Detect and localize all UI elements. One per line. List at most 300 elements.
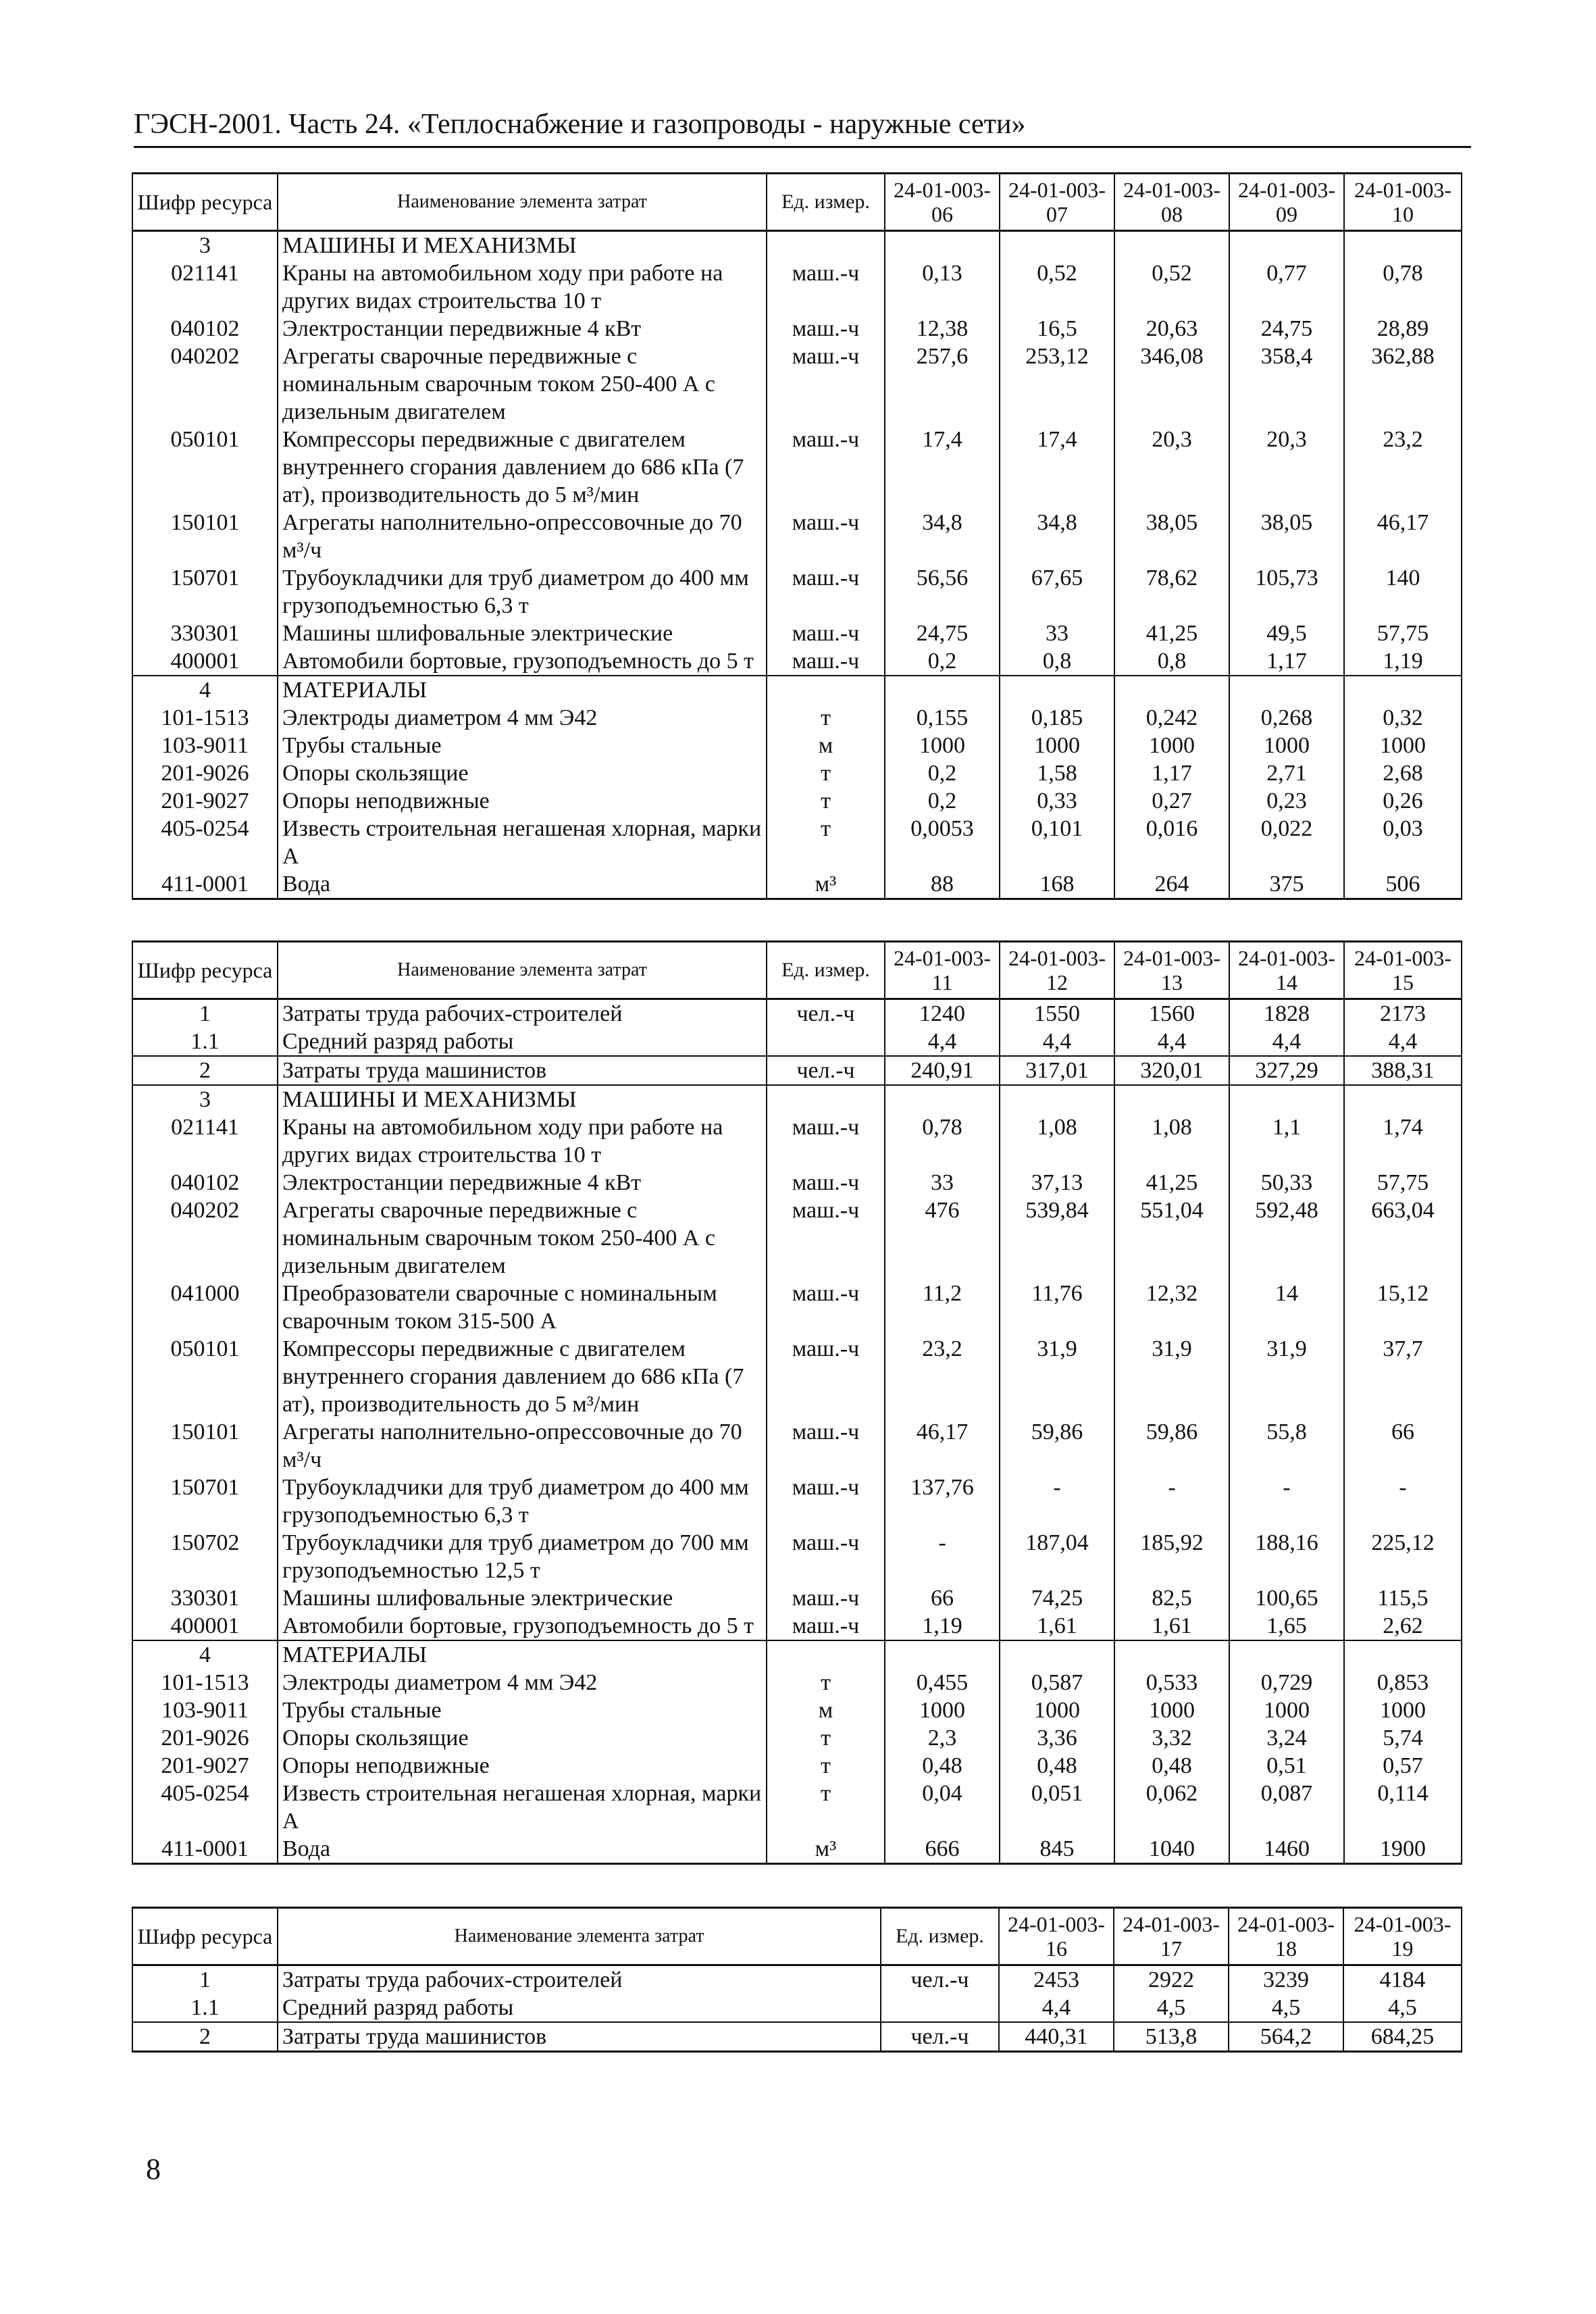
resource-code-cell: 1 [132,1965,278,1994]
cost-element-name-cell: МАШИНЫ И МЕХАНИЗМЫ [278,1085,767,1113]
value-cell: 0,52 [1000,259,1114,315]
header-col: 24-01-003-12 [1000,942,1114,999]
value-cell [1229,1640,1344,1669]
value-cell: 0,016 [1114,815,1229,870]
value-cell: - [1229,1474,1344,1529]
unit-cell: маш.-ч [767,1418,885,1474]
value-cell: 4,4 [1000,1028,1114,1056]
unit-cell: т [767,815,885,870]
value-cell [1229,1085,1344,1113]
value-cell: 506 [1344,870,1462,899]
value-cell: 327,29 [1229,1056,1344,1085]
resource-code-cell: 1 [132,999,278,1028]
resource-code-cell: 2 [132,1056,278,1085]
cost-element-name-cell: Средний разряд работы [278,1994,881,2022]
value-cell: 49,5 [1229,620,1344,647]
cost-element-name-cell: Затраты труда рабочих-строителей [278,999,767,1028]
resource-code-cell: 050101 [132,1335,278,1418]
resource-code-cell: 400001 [132,647,278,676]
table-row [132,1028,1462,1056]
value-cell [1344,1085,1462,1113]
value-cell: 20,3 [1114,426,1229,509]
unit-cell: маш.-ч [767,1280,885,1335]
table-row [132,1474,1462,1529]
resource-code-cell: 040102 [132,315,278,343]
value-cell: 187,04 [1000,1529,1114,1584]
value-cell: 1,65 [1229,1612,1344,1640]
value-cell: 14 [1229,1280,1344,1335]
value-cell [1344,1640,1462,1669]
unit-cell [881,1994,999,2022]
cost-element-name-cell: Электроды диаметром 4 мм Э42 [278,704,767,732]
resource-code-cell: 150101 [132,509,278,564]
value-cell: 3,32 [1114,1724,1229,1752]
value-cell: 4,4 [1114,1028,1229,1056]
value-cell: 16,5 [1000,315,1114,343]
value-cell [1229,676,1344,704]
value-cell: 0,52 [1114,259,1229,315]
value-cell: 1,19 [885,1612,1000,1640]
value-cell [1000,1640,1114,1669]
resource-code-cell: 041000 [132,1280,278,1335]
resource-code-cell: 150701 [132,1474,278,1529]
unit-cell: м [767,1696,885,1724]
value-cell: 4,4 [885,1028,1000,1056]
value-cell: 0,051 [1000,1780,1114,1835]
value-cell: 188,16 [1229,1529,1344,1584]
unit-cell: маш.-ч [767,1197,885,1280]
cost-element-name-cell: Опоры неподвижные [278,1752,767,1780]
value-cell: 1000 [1229,732,1344,759]
value-cell: 1,58 [1000,759,1114,787]
value-cell: 0,062 [1114,1780,1229,1835]
value-cell: 168 [1000,870,1114,899]
value-cell: 2,68 [1344,759,1462,787]
value-cell: 1,17 [1229,647,1344,676]
value-cell: 46,17 [885,1418,1000,1474]
value-cell: 31,9 [1229,1335,1344,1418]
value-cell: 0,729 [1229,1669,1344,1696]
cost-element-name-cell: Опоры скользящие [278,1724,767,1752]
table-row [132,1113,1462,1169]
value-cell: 23,2 [885,1335,1000,1418]
value-cell: 1000 [1114,1696,1229,1724]
value-cell: 0,533 [1114,1669,1229,1696]
table-header-row [132,174,1462,231]
cost-element-name-cell: Трубы стальные [278,1696,767,1724]
cost-element-name-cell: Затраты труда машинистов [278,1056,767,1085]
value-cell: 0,155 [885,704,1000,732]
value-cell: 0,8 [1114,647,1229,676]
value-cell: 551,04 [1114,1197,1229,1280]
cost-element-name-cell: Электроды диаметром 4 мм Э42 [278,1669,767,1696]
value-cell: 0,101 [1000,815,1114,870]
value-cell: 1,19 [1344,647,1462,676]
value-cell: 1550 [1000,999,1114,1028]
unit-cell: маш.-ч [767,1335,885,1418]
value-cell: 592,48 [1229,1197,1344,1280]
table-row [132,1335,1462,1418]
value-cell: 4184 [1343,1965,1462,1994]
cost-element-name-cell: МАШИНЫ И МЕХАНИЗМЫ [278,231,767,260]
unit-cell [767,676,885,704]
value-cell: 1,08 [1114,1113,1229,1169]
value-cell: - [1000,1474,1114,1529]
value-cell: 0,32 [1344,704,1462,732]
value-cell: 28,89 [1344,315,1462,343]
value-cell: 240,91 [885,1056,1000,1085]
unit-cell: маш.-ч [767,315,885,343]
unit-cell: маш.-ч [767,509,885,564]
value-cell: - [1344,1474,1462,1529]
value-cell: 0,022 [1229,815,1344,870]
resource-code-cell: 201-9026 [132,759,278,787]
value-cell: 50,33 [1229,1169,1344,1197]
unit-cell: маш.-ч [767,647,885,676]
header-col: 24-01-003-07 [1000,174,1114,231]
value-cell: 663,04 [1344,1197,1462,1280]
value-cell: 140 [1344,564,1462,620]
value-cell: 38,05 [1229,509,1344,564]
unit-cell [767,1085,885,1113]
table-row [132,815,1462,870]
value-cell: 1240 [885,999,1000,1028]
unit-cell: чел.-ч [767,999,885,1028]
value-cell: 105,73 [1229,564,1344,620]
value-cell: 1000 [885,732,1000,759]
resource-code-cell: 201-9027 [132,787,278,815]
unit-cell: маш.-ч [767,1113,885,1169]
resource-code-cell: 150101 [132,1418,278,1474]
cost-element-name-cell: МАТЕРИАЛЫ [278,1640,767,1669]
resource-code-cell: 021141 [132,1113,278,1169]
unit-cell: маш.-ч [767,1529,885,1584]
value-cell: 67,65 [1000,564,1114,620]
cost-element-name-cell: Известь строительная негашеная хлорная, марки А [278,1780,767,1835]
value-cell [1114,231,1229,260]
cost-element-name-cell: Машины шлифовальные электрические [278,620,767,647]
table-row [132,426,1462,509]
value-cell: 37,13 [1000,1169,1114,1197]
value-cell: 17,4 [885,426,1000,509]
section-heading-row [132,676,1462,704]
value-cell: 257,6 [885,343,1000,426]
value-cell: 375 [1229,870,1344,899]
value-cell [1000,231,1114,260]
value-cell: 66 [1344,1418,1462,1474]
header-unit: Ед. измер. [767,942,885,999]
value-cell: 88 [885,870,1000,899]
cost-element-name-cell: Агрегаты наполнительно-опрессовочные до 70 м³/ч [278,509,767,564]
value-cell: 1000 [1344,1696,1462,1724]
value-cell: 4,5 [1229,1994,1343,2022]
header-col: 24-01-003-14 [1229,942,1344,999]
resource-code-cell: 411-0001 [132,870,278,899]
value-cell: 358,4 [1229,343,1344,426]
unit-cell: т [767,759,885,787]
table-row [132,1612,1462,1640]
value-cell: 66 [885,1584,1000,1612]
cost-element-name-cell: Автомобили бортовые, грузоподъемность до 5 т [278,1612,767,1640]
value-cell: 2,3 [885,1724,1000,1752]
cost-element-name-cell: Автомобили бортовые, грузоподъемность до 5 т [278,647,767,676]
section-heading-row [132,231,1462,260]
value-cell [885,1085,1000,1113]
header-col: 24-01-003-11 [885,942,1000,999]
value-cell: 1460 [1229,1835,1344,1864]
unit-cell: м³ [767,1835,885,1864]
value-cell: - [885,1529,1000,1584]
cost-element-name-cell: Электростанции передвижные 4 кВт [278,1169,767,1197]
value-cell: 0,48 [885,1752,1000,1780]
value-cell: 24,75 [1229,315,1344,343]
resource-code-cell: 021141 [132,259,278,315]
unit-cell: маш.-ч [767,564,885,620]
value-cell: 34,8 [1000,509,1114,564]
header-unit: Ед. измер. [881,1908,999,1965]
value-cell: - [1114,1474,1229,1529]
table-row [132,1669,1462,1696]
value-cell: 0,13 [885,259,1000,315]
header-col: 24-01-003-08 [1114,174,1229,231]
section-heading-row [132,1640,1462,1669]
cost-element-name-cell: Электростанции передвижные 4 кВт [278,315,767,343]
header-col: 24-01-003-19 [1343,1908,1462,1965]
value-cell: 320,01 [1114,1056,1229,1085]
value-cell [885,231,1000,260]
value-cell: 41,25 [1114,1169,1229,1197]
value-cell: 24,75 [885,620,1000,647]
resource-code-cell: 405-0254 [132,1780,278,1835]
resource-code-cell: 103-9011 [132,732,278,759]
header-name: Наименование элемента затрат [278,174,767,231]
table-row [132,1780,1462,1835]
value-cell: 74,25 [1000,1584,1114,1612]
header-code: Шифр ресурса [132,1908,278,1965]
value-cell: 20,63 [1114,315,1229,343]
value-cell: 0,185 [1000,704,1114,732]
value-cell: 2453 [999,1965,1114,1994]
value-cell: 4,4 [999,1994,1114,2022]
cost-element-name-cell: Вода [278,870,767,899]
unit-cell: т [767,704,885,732]
value-cell: 684,25 [1343,2022,1462,2052]
value-cell: 0,087 [1229,1780,1344,1835]
resource-code-cell: 400001 [132,1612,278,1640]
value-cell: 2,62 [1344,1612,1462,1640]
value-cell: 0,2 [885,759,1000,787]
unit-cell [767,1028,885,1056]
value-cell: 1828 [1229,999,1344,1028]
value-cell: 4,4 [1229,1028,1344,1056]
value-cell [1114,676,1229,704]
cost-element-name-cell: МАТЕРИАЛЫ [278,676,767,704]
cost-element-name-cell: Агрегаты наполнительно-опрессовочные до 70 м³/ч [278,1418,767,1474]
resource-code-cell: 405-0254 [132,815,278,870]
unit-cell: чел.-ч [881,1965,999,1994]
value-cell: 100,65 [1229,1584,1344,1612]
unit-cell: м³ [767,870,885,899]
table-row [132,1280,1462,1335]
resource-code-cell: 150701 [132,564,278,620]
table-row [132,564,1462,620]
value-cell: 0,8 [1000,647,1114,676]
unit-cell [767,1640,885,1669]
table-row [132,1965,1462,1994]
norms-table-2 [132,940,1462,1865]
table-row [132,1752,1462,1780]
unit-cell: маш.-ч [767,426,885,509]
cost-element-name-cell: Известь строительная негашеная хлорная, марки А [278,815,767,870]
resource-code-cell: 1.1 [132,1028,278,1056]
page-number: 8 [146,2153,161,2186]
value-cell: 1000 [1344,732,1462,759]
value-cell: 57,75 [1344,1169,1462,1197]
value-cell: 137,76 [885,1474,1000,1529]
value-cell: 564,2 [1229,2022,1343,2052]
cost-element-name-cell: Агрегаты сварочные передвижные с номинальным сварочным током 250-400 А с дизельным двигателем [278,343,767,426]
resource-code-cell: 3 [132,231,278,260]
value-cell: 12,38 [885,315,1000,343]
value-cell: 539,84 [1000,1197,1114,1280]
value-cell: 1000 [1000,732,1114,759]
unit-cell: чел.-ч [767,1056,885,1085]
value-cell: 0,2 [885,787,1000,815]
section-heading-row [132,1085,1462,1113]
table-row [132,704,1462,732]
unit-cell: т [767,787,885,815]
table-row [132,1056,1462,1085]
value-cell: 513,8 [1114,2022,1229,2052]
value-cell: 0,853 [1344,1669,1462,1696]
value-cell: 1,17 [1114,759,1229,787]
resource-code-cell: 150702 [132,1529,278,1584]
value-cell: 31,9 [1000,1335,1114,1418]
resource-code-cell: 040102 [132,1169,278,1197]
table-row [132,647,1462,676]
table-row [132,620,1462,647]
value-cell: 55,8 [1229,1418,1344,1474]
value-cell: 3,24 [1229,1724,1344,1752]
table-row [132,2022,1462,2052]
table-row [132,999,1462,1028]
value-cell: 185,92 [1114,1529,1229,1584]
value-cell: 0,78 [1344,259,1462,315]
cost-element-name-cell: Краны на автомобильном ходу при работе на других видах строительства 10 т [278,259,767,315]
value-cell: 1000 [885,1696,1000,1724]
header-col: 24-01-003-17 [1114,1908,1229,1965]
table-header-row [132,1908,1462,1965]
value-cell [1344,231,1462,260]
resource-code-cell: 2 [132,2022,278,2052]
table-row [132,1696,1462,1724]
header-unit: Ед. измер. [767,174,885,231]
cost-element-name-cell: Трубоукладчики для труб диаметром до 400 мм грузоподъемностью 6,3 т [278,564,767,620]
header-name: Наименование элемента затрат [278,942,767,999]
cost-element-name-cell: Машины шлифовальные электрические [278,1584,767,1612]
value-cell: 37,7 [1344,1335,1462,1418]
value-cell: 317,01 [1000,1056,1114,1085]
value-cell: 362,88 [1344,343,1462,426]
resource-code-cell: 050101 [132,426,278,509]
value-cell [1000,676,1114,704]
value-cell: 0,48 [1000,1752,1114,1780]
header-code: Шифр ресурса [132,942,278,999]
value-cell [1344,676,1462,704]
unit-cell: маш.-ч [767,343,885,426]
value-cell: 0,242 [1114,704,1229,732]
value-cell: 0,77 [1229,259,1344,315]
unit-cell: чел.-ч [881,2022,999,2052]
value-cell: 476 [885,1197,1000,1280]
value-cell: 2922 [1114,1965,1229,1994]
table-row [132,259,1462,315]
header-col: 24-01-003-09 [1229,174,1344,231]
value-cell: 264 [1114,870,1229,899]
value-cell [1229,231,1344,260]
unit-cell [767,231,885,260]
value-cell: 115,5 [1344,1584,1462,1612]
value-cell: 20,3 [1229,426,1344,509]
resource-code-cell: 101-1513 [132,1669,278,1696]
unit-cell: маш.-ч [767,1474,885,1529]
value-cell: 253,12 [1000,343,1114,426]
unit-cell: маш.-ч [767,1169,885,1197]
resource-code-cell: 040202 [132,1197,278,1280]
value-cell [1114,1085,1229,1113]
value-cell: 388,31 [1344,1056,1462,1085]
resource-code-cell: 1.1 [132,1994,278,2022]
value-cell: 1000 [1114,732,1229,759]
resource-code-cell: 4 [132,676,278,704]
table-row [132,870,1462,899]
table-row [132,1994,1462,2022]
value-cell: 4,5 [1343,1994,1462,2022]
cost-element-name-cell: Компрессоры передвижные с двигателем внутреннего сгорания давлением до 686 кПа (7 ат), производительность до 5 м³/мин [278,426,767,509]
value-cell: 1,74 [1344,1113,1462,1169]
value-cell: 0,03 [1344,815,1462,870]
unit-cell: т [767,1752,885,1780]
resource-code-cell: 201-9026 [132,1724,278,1752]
table-row [132,1584,1462,1612]
value-cell: 23,2 [1344,426,1462,509]
cost-element-name-cell: Краны на автомобильном ходу при работе на других видах строительства 10 т [278,1113,767,1169]
value-cell: 2,71 [1229,759,1344,787]
value-cell: 0,2 [885,647,1000,676]
cost-element-name-cell: Опоры неподвижные [278,787,767,815]
value-cell: 59,86 [1000,1418,1114,1474]
table-row [132,1169,1462,1197]
value-cell: 0,48 [1114,1752,1229,1780]
value-cell: 1900 [1344,1835,1462,1864]
unit-cell: т [767,1669,885,1696]
table-header-row [132,942,1462,999]
table-row [132,315,1462,343]
running-head: ГЭСН-2001. Часть 24. «Теплоснабжение и газопроводы - наружные сети» [134,108,1471,148]
value-cell: 4,4 [1344,1028,1462,1056]
value-cell: 225,12 [1344,1529,1462,1584]
resource-code-cell: 330301 [132,1584,278,1612]
table-row [132,509,1462,564]
cost-element-name-cell: Агрегаты сварочные передвижные с номинальным сварочным током 250-400 А с дизельным двигателем [278,1197,767,1280]
value-cell: 33 [1000,620,1114,647]
value-cell: 0,587 [1000,1669,1114,1696]
value-cell: 41,25 [1114,620,1229,647]
table-row [132,343,1462,426]
cost-element-name-cell: Средний разряд работы [278,1028,767,1056]
value-cell: 46,17 [1344,509,1462,564]
value-cell: 440,31 [999,2022,1114,2052]
